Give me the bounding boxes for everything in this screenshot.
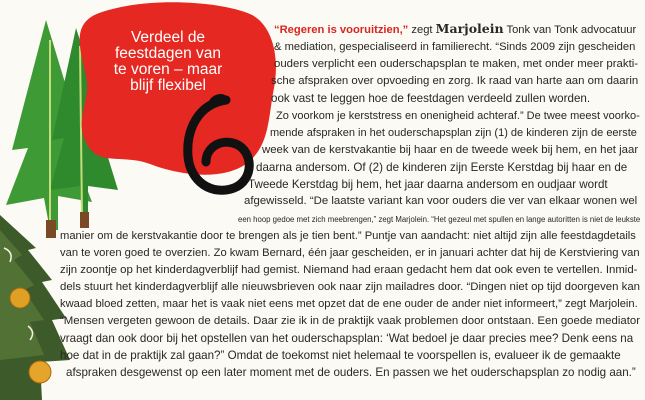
article-line: ook vast te leggen hoe de feestdagen verdeeld zullen worden. bbox=[271, 92, 591, 105]
callout-line: te voren – maar bbox=[113, 61, 223, 78]
article-line: sche afspraken over opvoeding en zorg. Ik raad van harte aan om daarin bbox=[271, 75, 639, 87]
article-line: & mediation, gespecialiseerd in familierecht. “Sinds 2009 zijn gescheiden bbox=[274, 41, 636, 53]
article-line: dels stuurt het kinderdagverblijf alle nieuwsbrieven ook naar zijn mailadres door. “Dingen niet op tijd doorgeven kan bbox=[60, 281, 640, 293]
article-line: daarna andersom. Of (2) de kinderen zijn Eerste Kerstdag bij haar en de bbox=[256, 161, 628, 174]
article-line: ouders verplicht een ouderschapsplan te maken, met onder meer prakti- bbox=[274, 58, 639, 70]
article-line: manier om de kerstvakantie door te brengen als je tien bent.” Puntje van aandacht: niet altijd zijn alle feestdagdetails bbox=[60, 230, 636, 242]
callout-line: feestdagen van bbox=[114, 45, 221, 62]
author-name: Marjolein bbox=[435, 21, 504, 36]
article-line: afgewisseld. “De laatste variant kan voor ouders die ver van elkaar wonen wel bbox=[244, 195, 638, 207]
article-line: afspraken desgewenst op een later moment met de ouders. En passen we het ouderschapsplan zo nodig aan.” bbox=[66, 366, 636, 379]
article-line: “Mensen vergeten gewoon de details. Daar zie ik in de praktijk vaak problemen door ontstaan. Een goede mediator bbox=[60, 315, 640, 327]
article-line: Tweede Kerstdag bij hem, het jaar daarna andersom en oudjaar wordt bbox=[248, 178, 608, 191]
article-line: “Regeren is vooruitzien,” zegt Marjolein Tonk van Tonk advocatuur bbox=[274, 21, 637, 36]
article-line: hoe dat in de praktijk zal gaan?” Omdat de toekomst niet helemaal te voorspellen is, evalueer ik de gemaakte bbox=[60, 349, 621, 362]
callout-line: Verdeel de bbox=[130, 29, 206, 46]
article-line: zijn zoontje op het kinderdagverblijf had gemist. Niemand had eraan gedacht hem dat ook even te vertellen. Inmid- bbox=[60, 264, 638, 276]
article-line: kwaad bloed zetten, maar het is vaak niet eens met opzet dat de ene ouder de ander niet informeert,” zegt Marjolein. bbox=[60, 298, 638, 310]
article-line: van te voren goed te overzien. Zo kwam Bernard, één jaar gescheiden, er in januari achter dat hij de Kerstviering van bbox=[60, 247, 640, 259]
article-line: Zo voorkom je kerststress en onenigheid achteraf.” De twee meest voorko- bbox=[276, 110, 640, 122]
callout-line: blijf flexibel bbox=[130, 77, 206, 94]
article-line: vraagt dan ook door bij het opstellen van het ouderschapsplan: ‘Wat bedoel je daar precies mee? Denk eens na bbox=[60, 332, 634, 345]
article-line: week van de kerstvakantie bij haar en de tweede week bij hem, en het jaar bbox=[262, 144, 639, 156]
article-line: mende afspraken in het ouderschapsplan zijn (1) de kinderen zijn de eerste bbox=[270, 127, 637, 139]
article-line: een hoop gedoe met zich meebrengen,” zegt Marjolein. “Het gezeul met spullen en lange autoritten is niet de leukste bbox=[238, 215, 641, 224]
quote-highlight: “Regeren is vooruitzien,” bbox=[274, 24, 409, 36]
